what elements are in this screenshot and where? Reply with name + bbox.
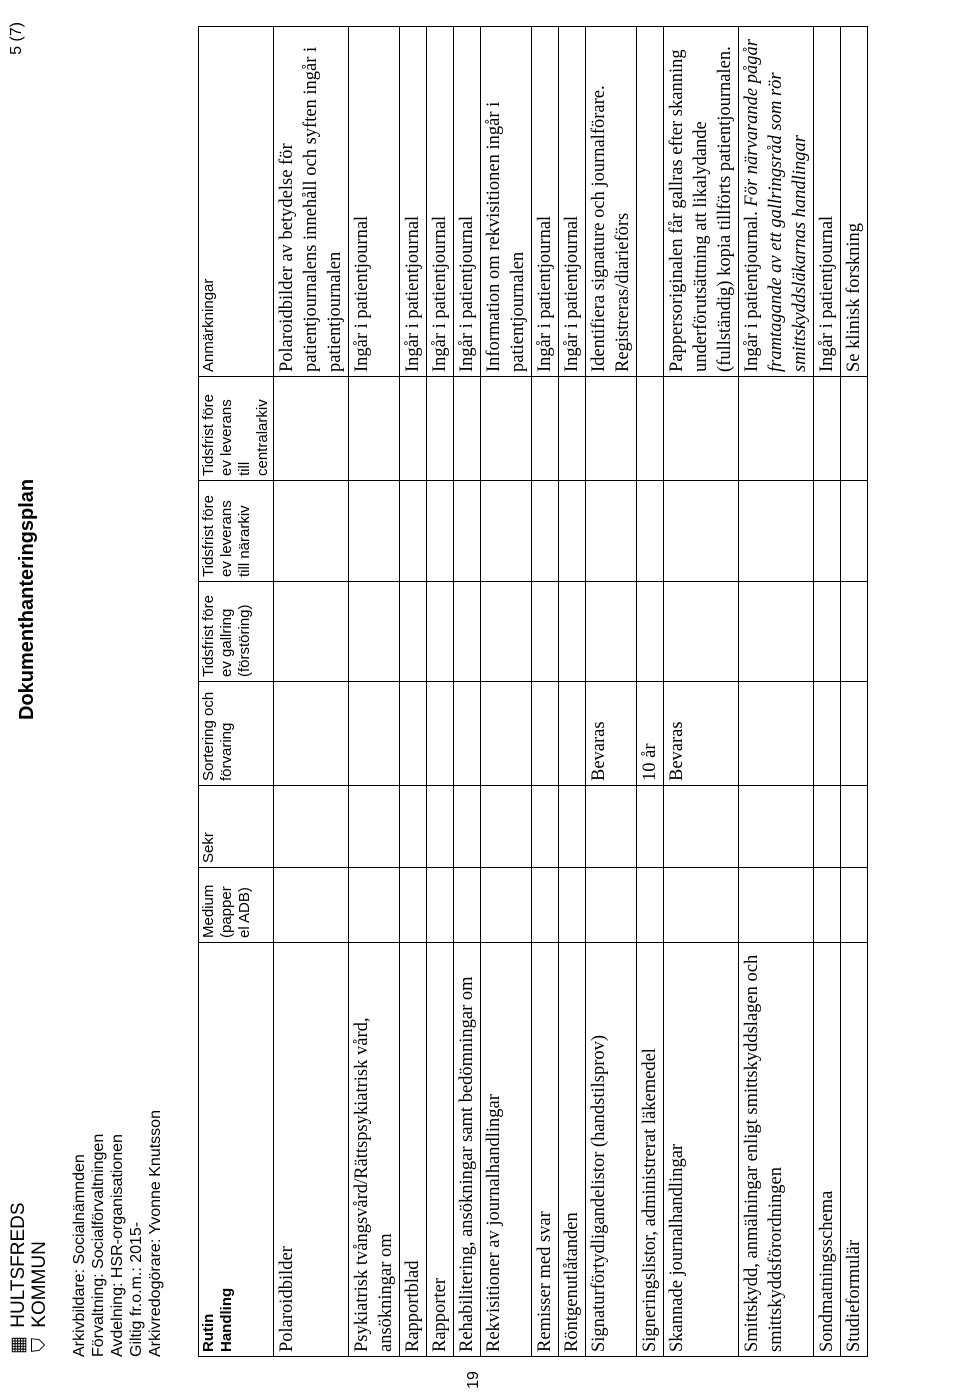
meta-line: Arkivredogörare: Yvonne Knutsson <box>147 1110 164 1357</box>
cell-gallring <box>841 582 868 682</box>
cell-anmarkning: Ingår i patientjournal <box>559 27 586 377</box>
meta-line: Giltig fr.o.m.: 2015- <box>128 1221 145 1357</box>
table-row <box>481 27 532 1357</box>
cell-sortering: Bevaras <box>664 682 739 786</box>
cell-sortering <box>559 682 586 786</box>
document-table <box>198 26 868 1357</box>
cell-gallring <box>454 582 481 682</box>
cell-gallring <box>349 582 400 682</box>
cell-anmarkning: Se klinisk forskning <box>841 27 868 377</box>
cell-gallring <box>664 582 739 682</box>
table-row <box>664 27 739 1357</box>
col-header-handling: Rutin Handling <box>199 943 274 1357</box>
cell-sortering <box>427 682 454 786</box>
table-header-row <box>199 27 274 1357</box>
cell-sortering <box>274 682 349 786</box>
cell-sortering <box>349 682 400 786</box>
table-row <box>274 27 349 1357</box>
cell-gallring <box>400 582 427 682</box>
meta-line: Avdelning: HSR-organisationen <box>109 1134 126 1357</box>
cell-sortering <box>739 682 814 786</box>
col-header-nararkiv: Tidsfrist före ev leverans till närarkiv <box>199 481 274 582</box>
cell-handling: Röntgenutlåtanden <box>559 943 586 1357</box>
table-row <box>637 27 664 1357</box>
cell-anmarkning: Information om rekvisitionen ingår i patientjournalen <box>481 27 532 377</box>
crest-icon: ⛉ <box>29 1337 50 1353</box>
cell-sortering <box>454 682 481 786</box>
table-row <box>559 27 586 1357</box>
cell-gallring <box>274 582 349 682</box>
cell-anmarkning: Ingår i patientjournal <box>400 27 427 377</box>
meta-line: Arkivbildare: Socialnämnden <box>71 1154 88 1357</box>
col-header-sortering: Sortering och förvaring <box>199 682 274 786</box>
col-header-medium: Medium (papper el ADB) <box>199 868 274 943</box>
table-row <box>532 27 559 1357</box>
table-row <box>454 27 481 1357</box>
municipality-logo <box>8 1202 50 1357</box>
cell-handling: Polaroidbilder <box>274 943 349 1357</box>
col-header-sekr: Sekr <box>199 786 274 868</box>
table-row <box>400 27 427 1357</box>
cell-handling: Remisser med svar <box>532 943 559 1357</box>
page-indicator: 5 (7) <box>8 22 25 55</box>
cell-anmarkning: Ingår i patientjournal <box>532 27 559 377</box>
cell-sortering <box>400 682 427 786</box>
meta-line: Förvaltning: Socialförvaltningen <box>90 1133 107 1357</box>
table-row <box>841 27 868 1357</box>
logo-icon: ▦ <box>8 1336 29 1354</box>
anmarkning-italic-note: För närvarande pågår framtagande av ett gallringsråd som rör smittskyddsläkarnas handlingar <box>742 39 810 372</box>
cell-gallring <box>739 582 814 682</box>
cell-handling: Studieformulär <box>841 943 868 1357</box>
cell-handling: Rehabilitering, ansökningar samt bedömningar om <box>454 943 481 1357</box>
cell-anmarkning <box>739 27 814 377</box>
cell-gallring <box>637 582 664 682</box>
cell-handling: Rapporter <box>427 943 454 1357</box>
cell-handling: Sondmatningsschema <box>814 943 841 1357</box>
cell-gallring <box>481 582 532 682</box>
cell-anmarkning: Ingår i patientjournal <box>349 27 400 377</box>
cell-anmarkning: Identifiera signature och journalförare. Registreras/diarieförs <box>586 27 637 377</box>
cell-anmarkning <box>637 27 664 377</box>
table-row <box>739 27 814 1357</box>
cell-handling: Skannade journalhandlingar <box>664 943 739 1357</box>
anmarkning-text: Ingår i patientjournal. <box>742 211 762 372</box>
cell-sortering: Bevaras <box>586 682 637 786</box>
cell-sortering <box>814 682 841 786</box>
cell-sortering <box>481 682 532 786</box>
page-number: 19 <box>465 1371 482 1389</box>
archive-meta <box>70 1110 165 1357</box>
cell-sortering: 10 år <box>637 682 664 786</box>
logo-line2: KOMMUN <box>29 1241 50 1328</box>
table-row <box>427 27 454 1357</box>
cell-anmarkning: Polaroidbilder av betydelse för patientjournalens innehåll och syften ingår i patientjournalen <box>274 27 349 377</box>
col-header-anmarkningar: Anmärkningar <box>199 27 274 377</box>
table-row <box>349 27 400 1357</box>
cell-handling: Rapportblad <box>400 943 427 1357</box>
cell-gallring <box>532 582 559 682</box>
col-header-gallring: Tidsfrist före ev gallring (förstöring) <box>199 582 274 682</box>
table-row <box>814 27 841 1357</box>
cell-anmarkning: Ingår i patientjournal <box>814 27 841 377</box>
cell-sortering <box>532 682 559 786</box>
cell-anmarkning: Pappersoriginalen får gallras efter skanning underförutsättning att likalydande (fullständig) kopia tillförts patientjournalen. <box>664 27 739 377</box>
cell-anmarkning: Ingår i patientjournal <box>427 27 454 377</box>
cell-anmarkning: Ingår i patientjournal <box>454 27 481 377</box>
cell-gallring <box>814 582 841 682</box>
cell-gallring <box>427 582 454 682</box>
cell-gallring <box>586 582 637 682</box>
cell-handling: Smittskydd, anmälningar enligt smittskyddslagen och smittskyddsförordningen <box>739 943 814 1357</box>
cell-handling: Rekvisitioner av journalhandlingar <box>481 943 532 1357</box>
logo-line1: HULTSFREDS <box>8 1202 29 1328</box>
cell-sortering <box>841 682 868 786</box>
table-row <box>586 27 637 1357</box>
col-header-centralarkiv: Tidsfrist före ev leverans till centralarkiv <box>199 377 274 481</box>
cell-handling: Signaturförtydligandelistor (handstilsprov) <box>586 943 637 1357</box>
cell-handling: Psykiatrisk tvångsvård/Rättspsykiatrisk vård, ansökningar om <box>349 943 400 1357</box>
cell-gallring <box>559 582 586 682</box>
cell-handling: Signeringslistor, administrerat läkemedel <box>637 943 664 1357</box>
document-title: Dokumenthanteringsplan <box>16 478 38 720</box>
